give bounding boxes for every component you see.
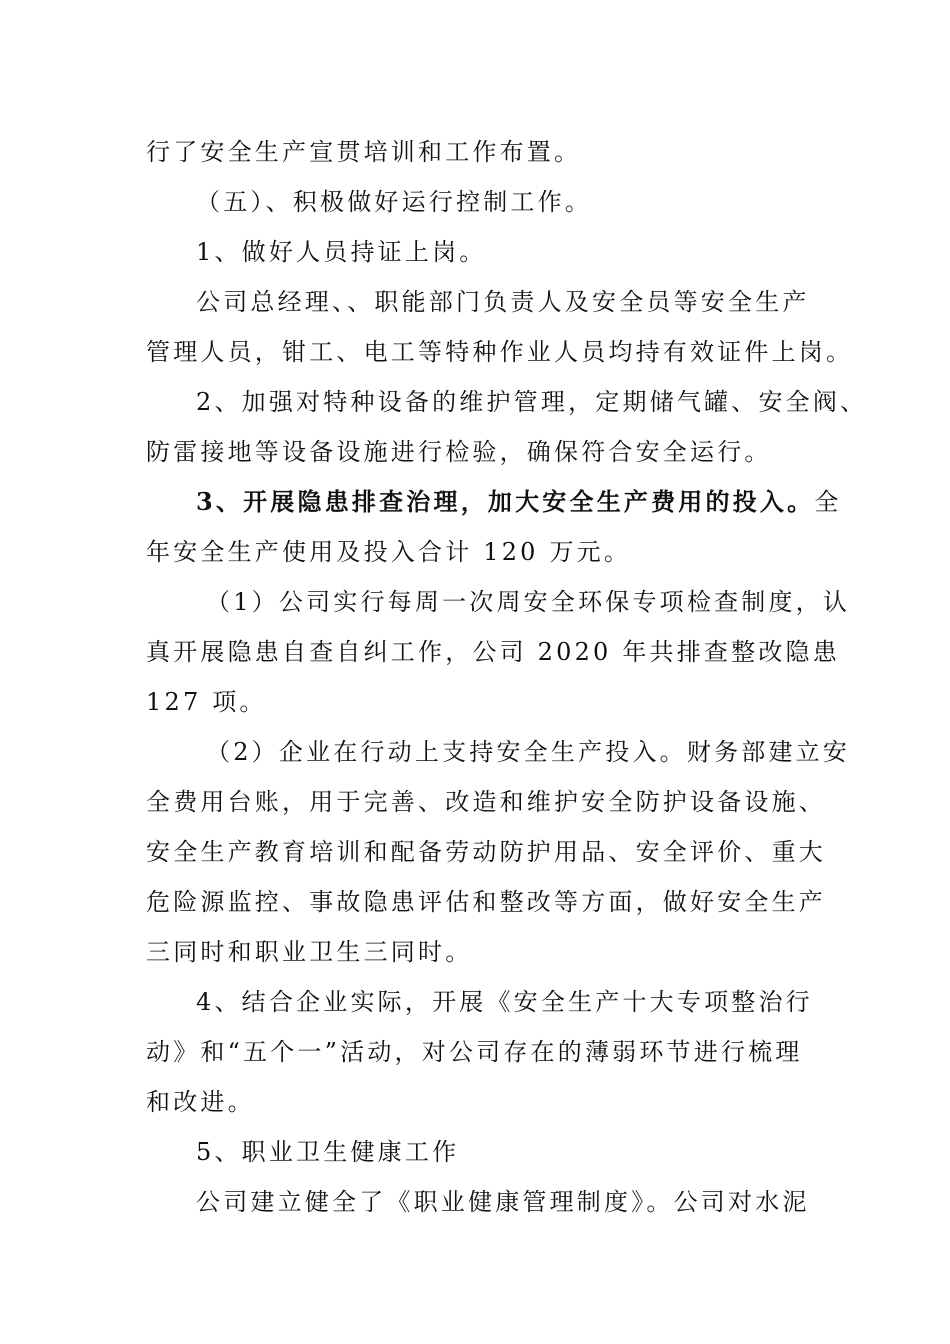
item-heading: 4、结合企业实际，开展《安全生产十大专项整治行 xyxy=(196,988,813,1016)
paragraph-line: 行了安全生产宣贯培训和工作布置。 xyxy=(146,138,582,166)
paragraph-line: 安全生产教育培训和配备劳动防护用品、安全评价、重大 xyxy=(146,838,826,866)
paragraph-line: 和改进。 xyxy=(146,1088,255,1116)
sub-item-line: （2）企业在行动上支持安全生产投入。财务部建立安 xyxy=(206,738,851,766)
sub-item-line: （1）公司实行每周一次周安全环保专项检查制度，认 xyxy=(206,588,851,616)
paragraph-line: 管理人员，钳工、电工等特种作业人员均持有效证件上岗。 xyxy=(146,338,854,366)
item-heading-bold xyxy=(0,487,950,517)
paragraph-line: 动》和“五个一”活动，对公司存在的薄弱环节进行梳理 xyxy=(146,1038,803,1066)
bold-heading-text: 3、开展隐患排查治理，加大安全生产费用的投入。 xyxy=(196,487,815,516)
paragraph-line: 危险源监控、事故隐患评估和整改等方面，做好安全生产 xyxy=(146,888,826,916)
item-heading: 2、加强对特种设备的维护管理，定期储气罐、安全阀、 xyxy=(196,388,868,416)
section-heading: （五）、积极做好运行控制工作。 xyxy=(196,188,592,216)
item-heading: 5、职业卫生健康工作 xyxy=(196,1138,460,1166)
heading-tail-text: 全 xyxy=(814,488,842,516)
paragraph-line: 防雷接地等设备设施进行检验，确保符合安全运行。 xyxy=(146,438,772,466)
paragraph-line: 真开展隐患自查自纠工作，公司 2020 年共排查整改隐患 xyxy=(146,638,840,666)
paragraph-line: 年安全生产使用及投入合计 120 万元。 xyxy=(146,538,632,566)
paragraph-line: 三同时和职业卫生三同时。 xyxy=(146,938,473,966)
paragraph-line: 公司总经理、、职能部门负责人及安全员等安全生产 xyxy=(196,288,810,316)
paragraph-line: 公司建立健全了《职业健康管理制度》。公司对水泥 xyxy=(196,1188,810,1216)
paragraph-line: 127 项。 xyxy=(146,688,267,716)
item-heading: 1、做好人员持证上岗。 xyxy=(196,238,487,266)
paragraph-line: 全费用台账，用于完善、改造和维护安全防护设备设施、 xyxy=(146,788,826,816)
